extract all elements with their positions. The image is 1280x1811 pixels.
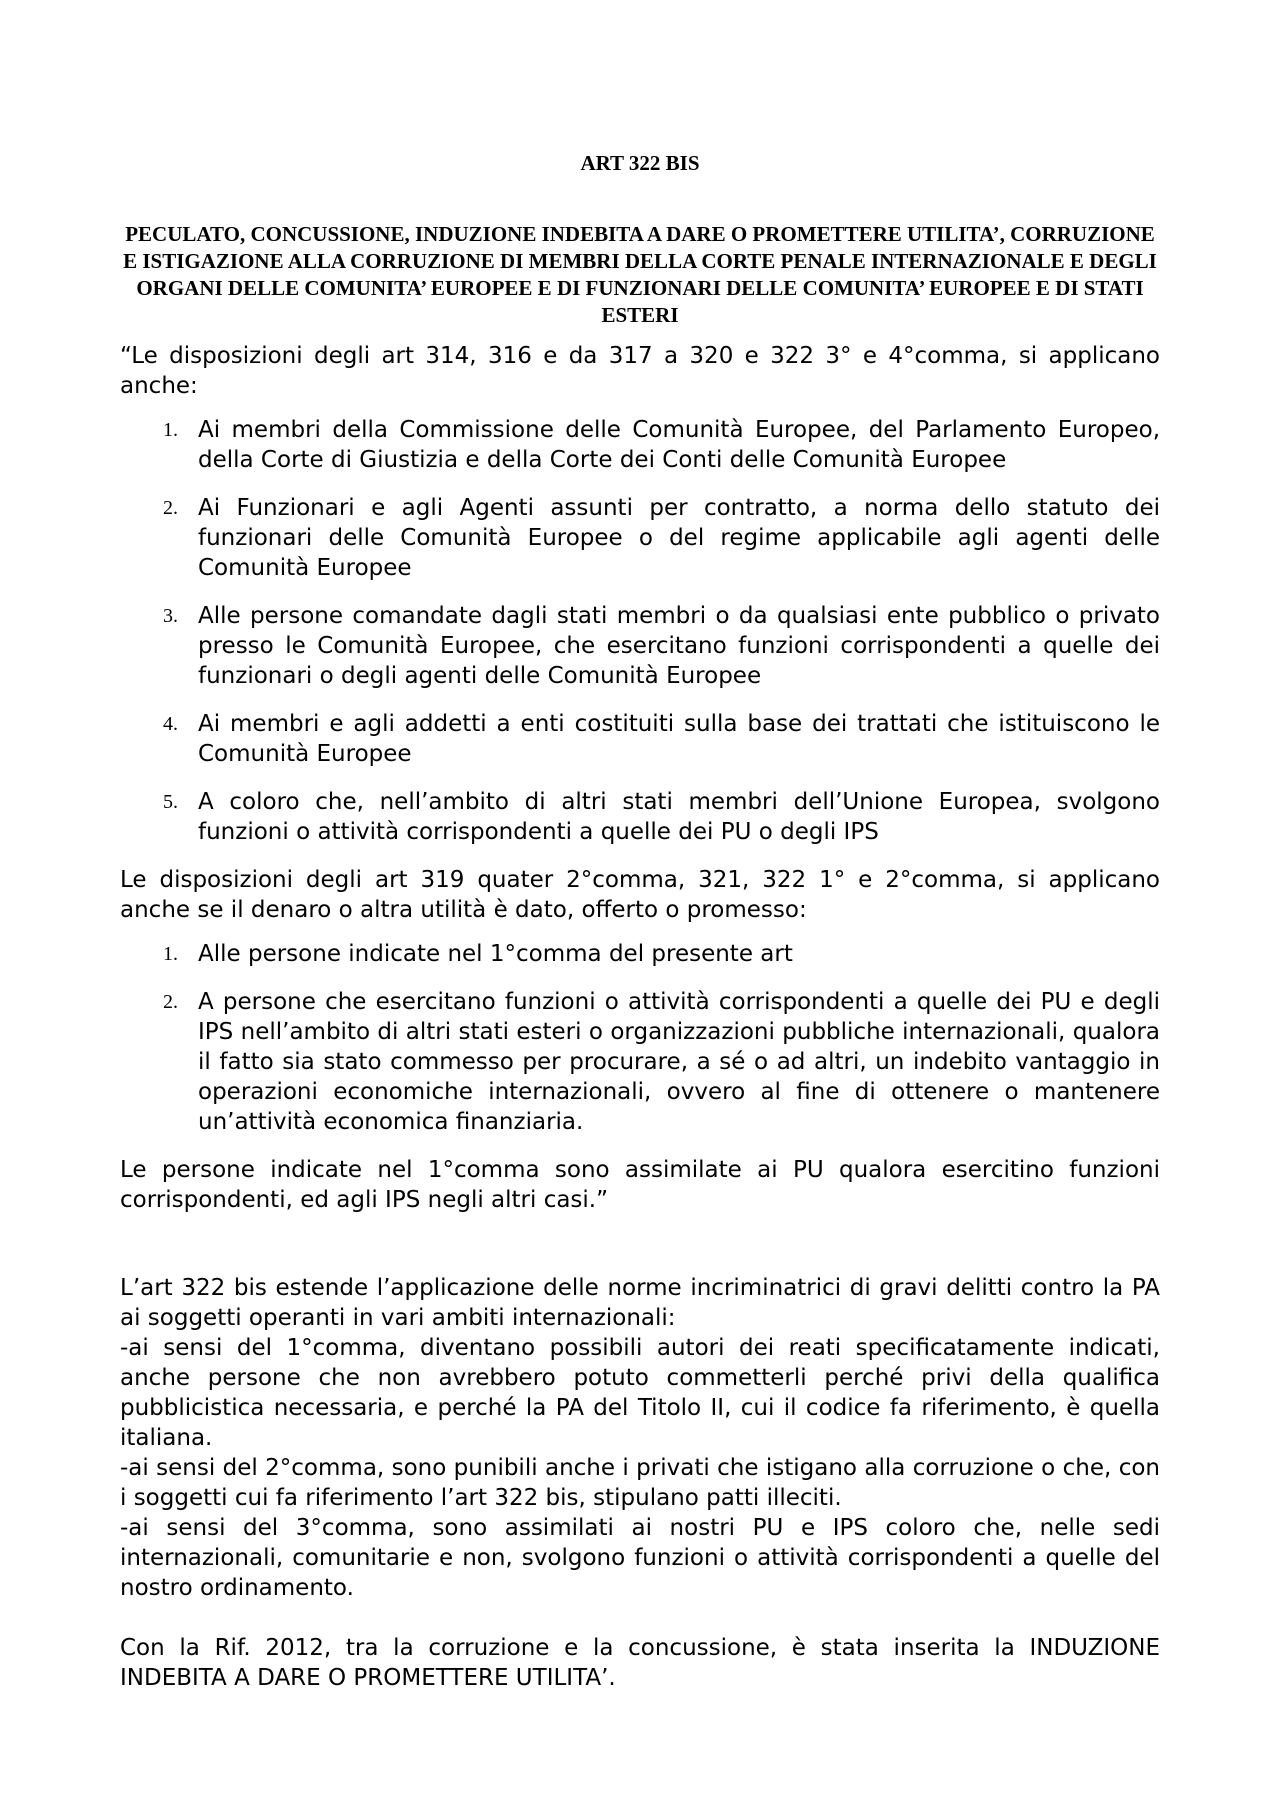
list-text: Ai membri e agli addetti a enti costituiti sulla base dei trattati che istituiscono le Comunità Europee bbox=[198, 711, 1160, 767]
intro-paragraph-2: Le disposizioni degli art 319 quater 2°comma, 321, 322 1° e 2°comma, si applicano anche se il denaro o altra utilità è dato, offerto o promesso: bbox=[120, 867, 1160, 923]
commentary-line: -ai sensi del 1°comma, diventano possibili autori dei reati specificatamente indicati, anche persone che non avrebbero potuto commetterli perché privi della qualifica pubblicistica necessaria, e perché la PA del Titolo II, cui il codice fa riferimento, è quella italiana. bbox=[120, 1335, 1160, 1451]
list-item bbox=[120, 939, 1160, 969]
list-text: A persone che esercitano funzioni o attività corrispondenti a quelle dei PU e degli IPS nell’ambito di altri stati esteri o organizzazioni pubbliche internazionali, qualora il fatto sia stato commesso per procurare, a sé o ad altri, un indebito vantaggio in operazioni economiche internazionali, ovvero al fine di ottenere o mantenere un’attività economica finanziaria. bbox=[198, 989, 1160, 1135]
article-subtitle: PECULATO, CONCUSSIONE, INDUZIONE INDEBITA A DARE O PROMETTERE UTILITA’, CORRUZIONE E ISTIGAZIONE ALLA CORRUZIONE DI MEMBRI DELLA CORTE PENALE INTERNAZIONALE E DEGLI ORGANI DELLE COMUNITA’ EUROPEE E DI FUNZIONARI DELLE COMUNITA’ EUROPEE E DI STATI ESTERI bbox=[123, 222, 1157, 327]
list-number: 1. bbox=[163, 419, 178, 441]
list-number: 2. bbox=[163, 497, 178, 519]
list-item bbox=[120, 709, 1160, 769]
article-title: ART 322 BIS bbox=[580, 151, 700, 175]
final-paragraph: Con la Rif. 2012, tra la corruzione e la concussione, è stata inserita la INDUZIONE INDEBITA A DARE O PROMETTERE UTILITA’. bbox=[120, 1635, 1160, 1691]
commentary-line: -ai sensi del 2°comma, sono punibili anche i privati che istigano alla corruzione o che, con i soggetti cui fa riferimento l’art 322 bis, stipulano patti illeciti. bbox=[120, 1455, 1160, 1511]
closing-quote-paragraph: Le persone indicate nel 1°comma sono assimilate ai PU qualora esercitino funzioni corrispondenti, ed agli IPS negli altri casi.” bbox=[120, 1157, 1160, 1213]
numbered-list-1 bbox=[120, 415, 1160, 847]
list-text: A coloro che, nell’ambito di altri stati membri dell’Unione Europea, svolgono funzioni o attività corrispondenti a quelle dei PU o degli IPS bbox=[198, 789, 1160, 845]
list-text: Alle persone indicate nel 1°comma del presente art bbox=[198, 941, 793, 967]
list-text: Ai Funzionari e agli Agenti assunti per contratto, a norma dello statuto dei funzionari delle Comunità Europee o del regime applicabile agli agenti delle Comunità Europee bbox=[198, 495, 1160, 581]
commentary-line: -ai sensi del 3°comma, sono assimilati ai nostri PU e IPS coloro che, nelle sedi internazionali, comunitarie e non, svolgono funzioni o attività corrispondenti a quelle del nostro ordinamento. bbox=[120, 1515, 1160, 1601]
list-item bbox=[120, 415, 1160, 475]
list-item bbox=[120, 493, 1160, 583]
list-number: 3. bbox=[163, 605, 178, 627]
numbered-list-2 bbox=[120, 939, 1160, 1137]
list-number: 4. bbox=[163, 713, 178, 735]
intro-paragraph-1: “Le disposizioni degli art 314, 316 e da 317 a 320 e 322 3° e 4°comma, si applicano anche: bbox=[120, 343, 1160, 399]
list-text: Alle persone comandate dagli stati membri o da qualsiasi ente pubblico o privato presso le Comunità Europee, che esercitano funzioni corrispondenti a quelle dei funzionari o degli agenti delle Comunità Europee bbox=[198, 603, 1160, 689]
list-item bbox=[120, 987, 1160, 1137]
list-number: 2. bbox=[163, 991, 178, 1013]
spacer bbox=[120, 1215, 1160, 1273]
list-item bbox=[120, 601, 1160, 691]
list-number: 1. bbox=[163, 943, 178, 965]
list-number: 5. bbox=[163, 791, 178, 813]
list-text: Ai membri della Commissione delle Comunità Europee, del Parlamento Europeo, della Corte di Giustizia e della Corte dei Conti delle Comunità Europee bbox=[198, 417, 1160, 473]
spacer bbox=[120, 1603, 1160, 1633]
commentary-line: L’art 322 bis estende l’applicazione delle norme incriminatrici di gravi delitti contro la PA ai soggetti operanti in vari ambiti internazionali: bbox=[120, 1275, 1160, 1331]
document-page bbox=[120, 150, 1160, 1693]
list-item bbox=[120, 787, 1160, 847]
